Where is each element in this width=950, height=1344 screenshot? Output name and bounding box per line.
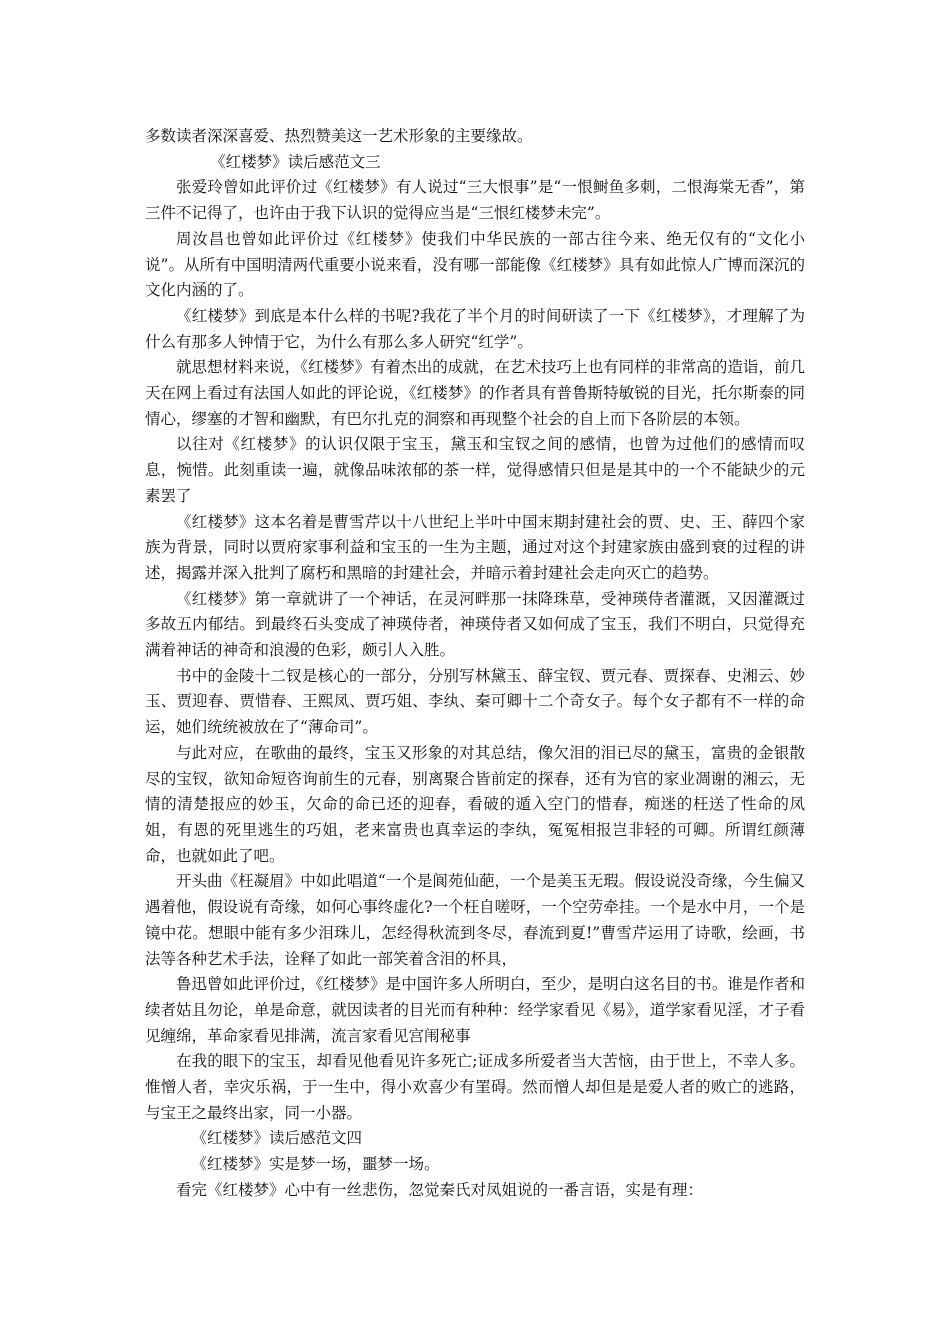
paragraph: 《红楼梦》到底是本什么样的书呢?我花了半个月的时间研读了一下《红楼梦》，才理解了为什么有那多人钟情于它，为什么有那么多人研究“红学”。 [145, 306, 805, 351]
paragraph: 书中的金陵十二钗是核心的一部分，分别写林黛玉、薛宝钗、贾元春、贾探春、史湘云、妙玉、贾迎春、贾惜春、王熙凤、贾巧姐、李纨、秦可卿十二个奇女子。每个女子都有不一样的命运，她们统统被放在了“薄命司”。 [145, 666, 805, 737]
paragraph: 开头曲《枉凝眉》中如此唱道“一个是阆苑仙葩，一个是美玉无瑕。假设说没奇缘，今生偏又遇着他，假设说有奇缘，如何心事终虚化?一个枉自嗟呀，一个空劳牵挂。一个是水中月，一个是镜中花。想眼中能有多少泪珠儿，怎经得秋流到冬尽，春流到夏!”曹雪芹运用了诗歌，绘画，书法等各种艺术手法，诠释了如此一部笑着含泪的杯具， [145, 872, 805, 968]
paragraph: 与此对应，在歌曲的最终，宝玉又形象的对其总结，像欠泪的泪已尽的黛玉，富贵的金银散尽的宝钗，欲知命短咨询前生的元春，别离聚合皆前定的探春，还有为官的家业凋谢的湘云，无情的清楚报应的妙玉，欠命的命已还的迎春，看破的遁入空门的惜春，痴迷的枉送了性命的凤姐，有恩的死里逃生的巧姐，老来富贵也真幸运的李纨，冤冤相报岂非轻的可卿。所谓红颜薄命，也就如此了吧。 [145, 743, 805, 865]
section-heading-3: 《红楼梦》读后感范文三 [210, 152, 381, 171]
paragraph: 以往对《红楼梦》的认识仅限于宝玉，黛玉和宝钗之间的感情，也曾为过他们的感情而叹息，惋惜。此刻重读一遍，就像品味浓郁的茶一样，觉得感情只但是是其中的一个不能缺少的元素罢了 [145, 435, 805, 505]
paragraph: 鲁迅曾如此评价过，《红楼梦》是中国许多人所明白，至少，是明白这名目的书。谁是作者和续者姑且勿论，单是命意，就因读者的目光而有种种：经学家看见《易》，道学家看见淫，才子看见缠绵，革命家看见排满，流言家看见宫闱秘事 [145, 975, 805, 1045]
paragraph: 就思想材料来说，《红楼梦》有着杰出的成就，在艺术技巧上也有同样的非常高的造诣，前几天在网上看过有法国人如此的评论说，《红楼梦》的作者具有普鲁斯特敏锐的目光，托尔斯泰的同情心，缪塞的才智和幽默，有巴尔扎克的洞察和再现整个社会的自上而下各阶层的本领。 [145, 358, 805, 428]
paragraph: 《红楼梦》第一章就讲了一个神话，在灵河畔那一抹降珠草，受神瑛侍者灌溉，又因灌溉过多故五内郁结。到最终石头变成了神瑛侍者，神瑛侍者又如何成了宝玉，我们不明白，只觉得充满着神话的神奇和浪漫的色彩，颇引人入胜。 [145, 589, 805, 660]
paragraph: 《红楼梦》实是梦一场，噩梦一场。 [191, 1155, 440, 1174]
section-heading-4: 《红楼梦》读后感范文四 [191, 1129, 363, 1148]
paragraph-continuation: 多数读者深深喜爱、热烈赞美这一艺术形象的主要缘故。 [145, 127, 533, 145]
paragraph: 《红楼梦》这本名着是曹雪芹以十八世纪上半叶中国末期封建社会的贾、史、王、薛四个家族为背景，同时以贾府家事利益和宝玉的一生为主题，通过对这个封建家族由盛到衰的过程的讲述，揭露并深入批判了腐朽和黑暗的封建社会，并暗示着封建社会走向灭亡的趋势。 [145, 512, 805, 582]
paragraph: 张爱玲曾如此评价过《红楼梦》有人说过“三大恨事”是“一恨鲥鱼多刺，二恨海棠无香”，第三件不记得了，也许由于我下认识的觉得应当是“三恨红楼梦未完”。 [145, 178, 805, 223]
paragraph: 周汝昌也曾如此评价过《红楼梦》使我们中华民族的一部古往今来、绝无仅有的“文化小说”。从所有中国明清两代重要小说来看，没有哪一部能像《红楼梦》具有如此惊人广博而深沉的文化内涵的了。 [145, 229, 805, 300]
paragraph: 在我的眼下的宝玉，却看见他看见许多死亡;证成多所爱者当大苦恼，由于世上，不幸人多。惟憎人者，幸灾乐祸，于一生中，得小欢喜少有罣碍。然而憎人却但是是爱人者的败亡的逃路，与宝王之最终出家，同一小器。 [145, 1052, 805, 1122]
paragraph: 看完《红楼梦》心中有一丝悲伤，忽觉秦氏对凤姐说的一番言语，实是有理： [176, 1180, 704, 1199]
document-page [145, 124, 805, 1204]
